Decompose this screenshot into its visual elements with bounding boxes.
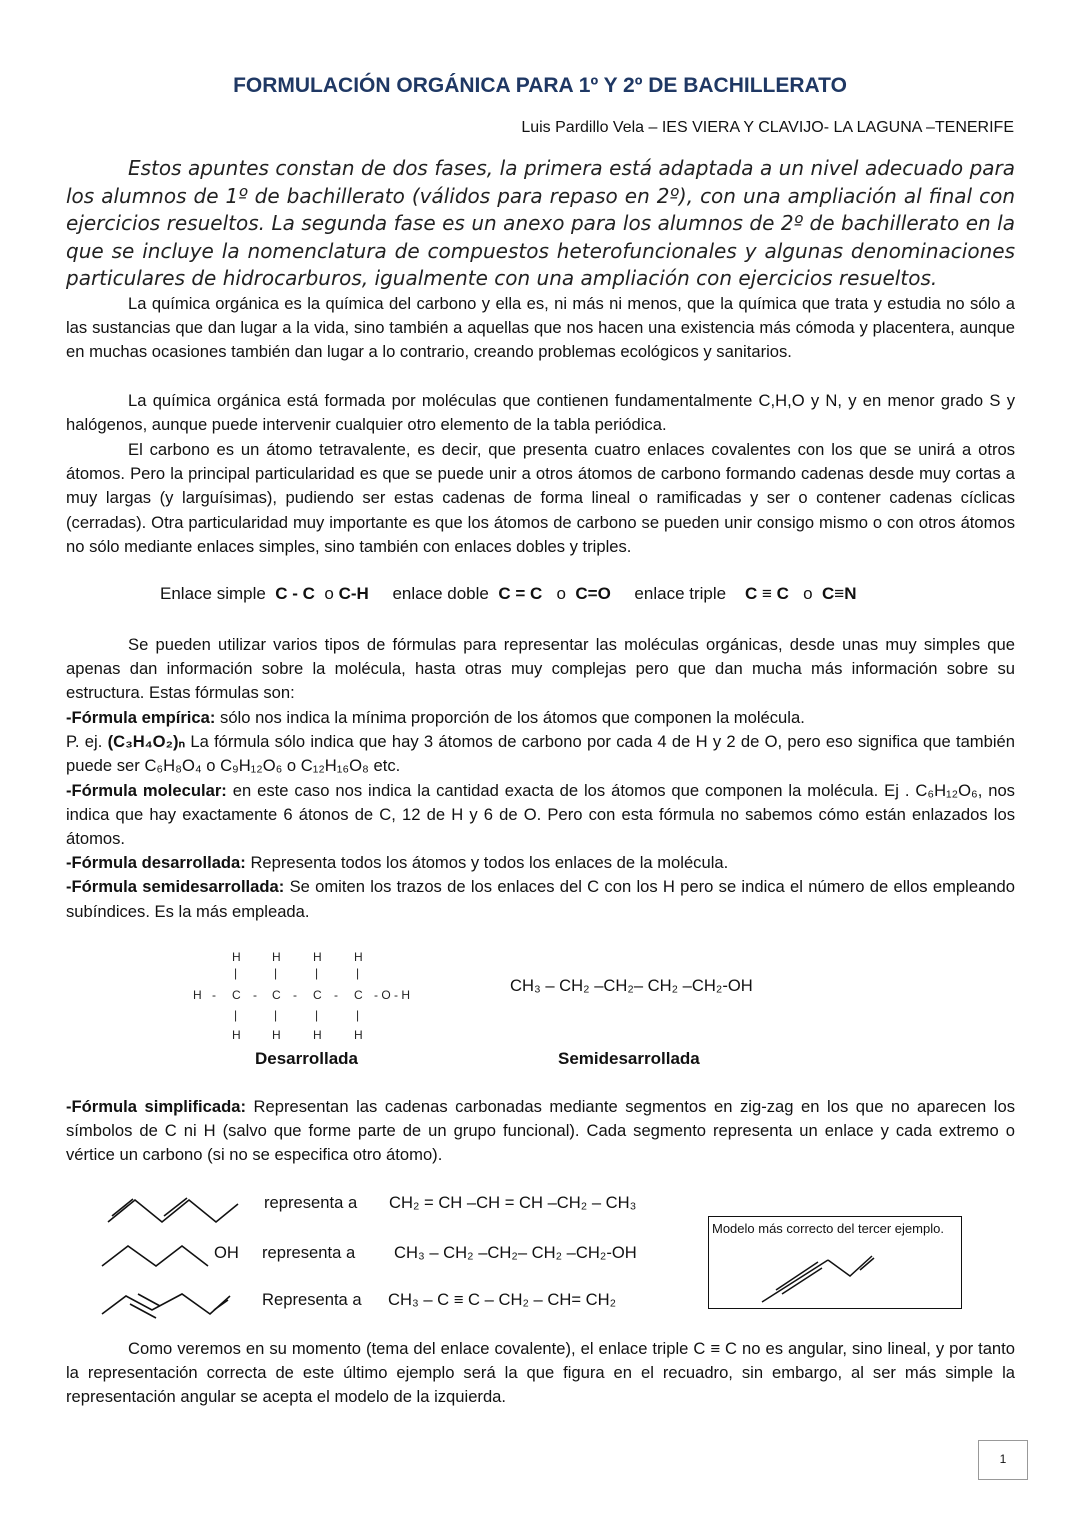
paragraph-3 — [66, 438, 1015, 559]
developed-formula — [190, 950, 430, 1045]
bond-line: | — [315, 1008, 319, 1022]
bond-triple-label: enlace triple — [634, 584, 727, 603]
molecular-text-2: , nos indica que hay exactamente 6 átonos de C, 12 de H y 6 de O. Pero con esta fórmula no sabemos cómo están enlazados los átomos. — [66, 780, 1015, 849]
bond-or: o — [324, 584, 334, 603]
bond-simple-label: Enlace simple — [160, 584, 266, 603]
etc: etc. — [373, 756, 401, 776]
semidesarrollada-line — [66, 875, 1015, 923]
bond-line: | — [356, 1008, 360, 1022]
paragraph-5-text: Como veremos en su momento (tema del enlace covalente), el enlace triple C ≡ C no es angular, sino lineal, y por tanto la representación correcta de este último ejemplo será la que figura en el recuadro, sin embargo, al ser más simple la representación angular se acepta el modelo de la izquierda. — [66, 1339, 1015, 1407]
semidesarrollada-label: -Fórmula semidesarrollada: — [66, 877, 285, 897]
paragraph-2 — [66, 389, 1015, 437]
hydroxyl-label: OH — [214, 1243, 239, 1262]
skeletal-formula-1 — [100, 1196, 240, 1226]
bond-line: | — [234, 1008, 238, 1022]
semidesarrollada-text: Se omiten los trazos de los enlaces del C con los H pero se indica el número de ellos empleando subíndices. Es la más empleada. — [66, 877, 1015, 921]
hydroxyl-group: - O - H — [374, 988, 410, 1002]
empirica-line — [66, 706, 1015, 730]
page-number: 1 — [978, 1440, 1028, 1480]
atom-c: C — [313, 988, 322, 1002]
intro-text: Estos apuntes constan de dos fases, la primera está adaptada a un nivel adecuado para los alumnos de 1º de bachillerato (válidos para repaso en 2º), con una ampliación al final con ejercicios resueltos. La segunda fase es un anexo para los alumnos de 2º de bachillerato en la que se incluye la nomenclatura de compuestos heterofuncionales y algunas denominaciones particulares de hidrocarburos, igualmente con una ampliación con ejercicios resueltos. — [66, 156, 1015, 290]
paragraph-1-text: La química orgánica es la química del carbono y ella es, ni más ni menos, que la química que trata y estudia no sólo a las sustancias que dan lugar a la vida, sino también a aquellas que nos hacen una existencia más cómoda y placentera, aunque en muchas ocasiones también dan lugar a lo contrario, creando problemas ecológicos y sanitarios. — [66, 294, 1015, 362]
bond-line: | — [274, 966, 278, 980]
intro-paragraph — [66, 155, 1015, 293]
atom-c: C — [354, 988, 363, 1002]
formula-c9h12o6: C₉H₁₂O₆ — [220, 756, 283, 776]
simplificada-paragraph — [66, 1095, 1015, 1168]
atom-h: H — [193, 988, 202, 1002]
bond-simple-cc: C - C — [275, 584, 315, 603]
atom-h: H — [232, 1028, 241, 1042]
skeletal-formula-3 — [100, 1290, 235, 1320]
page-title: FORMULACIÓN ORGÁNICA PARA 1º Y 2º DE BACHILLERATO — [233, 74, 847, 97]
paragraph-3-text: El carbono es un átomo tetravalente, es decir, que presenta cuatro enlaces covalentes con los que se unirá a otros átomos. Pero la principal particularidad es que se puede unir a otros átomos de carbono formando cadenas desde muy cortas a muy largas (y larguísimas), pudiendo ser estas cadenas de forma lineal o ramificadas y ser o contener cadenas cíclicas (cerradas). Otra particularidad muy importante es que los átomos de carbono se pueden unir consigo mismo o con otros átomos no sólo mediante enlaces simples, sino también con enlaces dobles y triples. — [66, 440, 1015, 556]
example-3-formula: CH₃ – C ≡ C – CH₂ – CH= CH₂ — [388, 1290, 617, 1309]
paragraph-4 — [66, 633, 1015, 706]
atom-c: C — [272, 988, 281, 1002]
example-2-verb: representa a — [262, 1243, 356, 1262]
box-title: Modelo más correcto del tercer ejemplo. — [712, 1221, 944, 1236]
empirica-example: P. ej. (C₃H₄O₂)ₙ La fórmula sólo indica que hay 3 átomos de carbono por cada 4 de H y 2 de O, pero eso significa que también puede ser C₆H₈O₄ o C₉H₁₂O₆ o C₁₂H₁₆O₈ etc. — [66, 732, 1015, 776]
bond-line: - — [334, 988, 338, 1002]
example-3-verb: Representa a — [262, 1290, 362, 1309]
atom-h: H — [313, 1028, 322, 1042]
paragraph-4-text: Se pueden utilizar varios tipos de fórmulas para representar las moléculas orgánicas, desde unas muy simples que apenas dan información sobre la molécula, hasta otras muy complejas pero que dan mucha más información sobre su estructura. Estas fórmulas son: — [66, 635, 1015, 703]
desarrollada-line — [66, 851, 1015, 875]
bond-line: - — [212, 988, 216, 1002]
bond-line: | — [315, 966, 319, 980]
simplificada-label: -Fórmula simplificada: — [66, 1097, 246, 1116]
atom-h: H — [354, 950, 363, 964]
bond-or: o — [803, 584, 813, 603]
bond-line: - — [293, 988, 297, 1002]
author-line: Luis Pardillo Vela – IES VIERA Y CLAVIJO- LA LAGUNA –TENERIFE — [521, 119, 1014, 136]
molecular-text: en este caso nos indica la cantidad exacta de los átomos que componen la molécula. Ej . — [232, 780, 910, 800]
example-1-verb: representa a — [264, 1193, 358, 1212]
bond-types-line — [160, 584, 857, 604]
caption-semidesarrollada: Semidesarrollada — [558, 1049, 700, 1068]
molecular-label: -Fórmula molecular: — [66, 780, 227, 800]
atom-h: H — [354, 1028, 363, 1042]
skeletal-formula-2 — [100, 1242, 220, 1272]
example-prefix: P. ej. — [66, 732, 103, 752]
empirica-formula: (C₃H₄O₂)ₙ — [107, 732, 186, 752]
paragraph-1 — [66, 292, 1015, 365]
atom-h: H — [313, 950, 322, 964]
atom-h: H — [272, 950, 281, 964]
bond-simple-ch: C-H — [338, 584, 369, 603]
atom-h: H — [272, 1028, 281, 1042]
paragraph-5 — [66, 1337, 1015, 1410]
molecular-formula: C₆H₁₂O₆ — [915, 780, 978, 800]
bond-line: | — [274, 1008, 278, 1022]
bond-line: | — [356, 966, 360, 980]
empirica-example-text: La fórmula sólo indica que hay 3 átomos de carbono por cada 4 de H y 2 de O, pero eso significa que también puede ser — [66, 732, 1015, 776]
paragraph-2-text: La química orgánica está formada por moléculas que contienen fundamentalmente C,H,O y N, y en menor grado S y halógenos, aunque puede intervenir cualquier otro elemento de la tabla periódica. — [66, 391, 1015, 435]
bond-line: - — [253, 988, 257, 1002]
bond-triple-cn: C≡N — [822, 584, 857, 603]
empirica-label: -Fórmula empírica: — [66, 708, 216, 727]
bond-double-co: C=O — [575, 584, 611, 603]
simplificada-text: Representan las cadenas carbonadas mediante segmentos en zig-zag en los que no aparecen los símbolos de C ni H (salvo que forme parte de un grupo funcional). Cada segmento representa un enlace y cada extremo o vértice un carbono (si no se especifica otro átomo). — [66, 1097, 1015, 1165]
empirica-text: sólo nos indica la mínima proporción de los átomos que componen la molécula. — [220, 708, 805, 727]
example-1-formula: CH₂ = CH –CH = CH –CH₂ – CH₃ — [389, 1193, 637, 1212]
bond-line: | — [234, 966, 238, 980]
formula-types — [66, 706, 1015, 924]
caption-desarrollada: Desarrollada — [255, 1049, 358, 1068]
bond-double-label: enlace doble — [392, 584, 489, 603]
formula-c12h16o8: C₁₂H₁₆O₈ — [300, 756, 369, 776]
atom-c: C — [232, 988, 241, 1002]
desarrollada-label: -Fórmula desarrollada: — [66, 853, 246, 873]
bond-double-cc: C = C — [498, 584, 543, 603]
desarrollada-text: Representa todos los átomos y todos los enlaces de la molécula. — [250, 853, 729, 873]
bond-or: o — [556, 584, 566, 603]
molecular-line — [66, 779, 1015, 852]
semidesarrollada-formula: CH₃ – CH₂ –CH₂– CH₂ –CH₂-OH — [510, 976, 753, 995]
atom-h: H — [232, 950, 241, 964]
linear-triple-bond-model — [760, 1250, 880, 1306]
bond-triple-cc: C ≡ C — [745, 584, 789, 603]
example-2-formula: CH₃ – CH₂ –CH₂– CH₂ –CH₂-OH — [394, 1243, 637, 1262]
formula-c6h8o4: C₆H₈O₄ — [144, 756, 202, 776]
